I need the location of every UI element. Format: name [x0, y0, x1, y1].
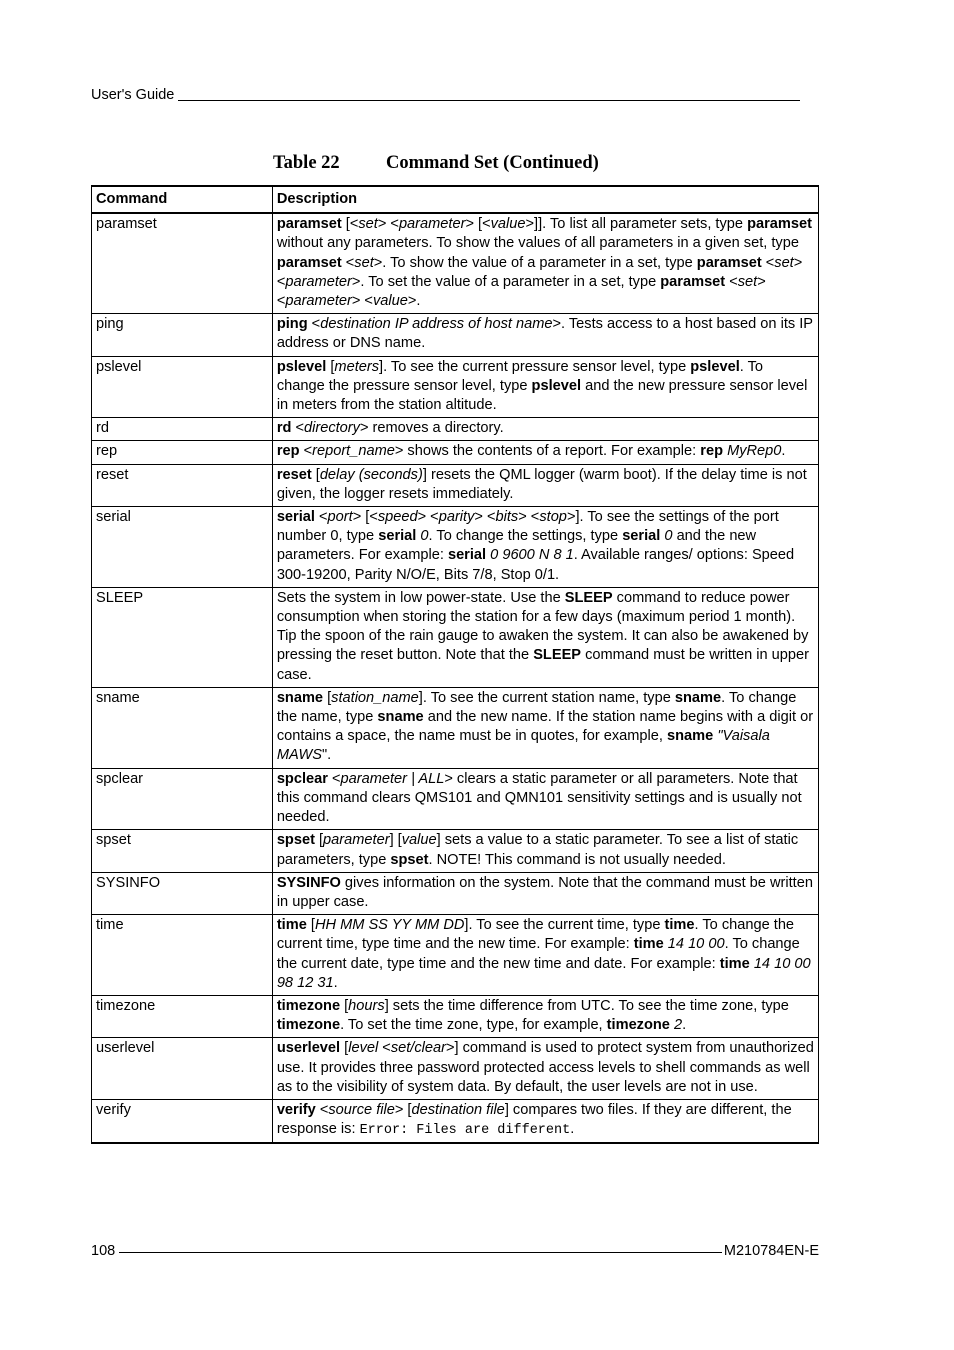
argument-text: 14 10 00 98 12 31 — [276, 955, 811, 991]
description-text: [ — [323, 689, 332, 706]
argument-text: port — [327, 509, 353, 526]
argument-text: set — [358, 216, 378, 233]
description-text: < — [315, 1101, 329, 1118]
code-text: Error: Files are different — [359, 1123, 571, 1139]
argument-text: report_name — [312, 443, 395, 460]
argument-text: parameter — [285, 293, 352, 310]
command-cell: timezone — [92, 995, 273, 1037]
description-text: and the new name. If the station name begins with a digit or contains a space, the name must be in quotes, for example, — [276, 709, 814, 745]
document-code: M210784EN-E — [723, 1243, 819, 1259]
description-text: ]. To see the current pressure sensor level, type — [379, 358, 691, 375]
argument-text: hours — [348, 997, 385, 1014]
command-cell: serial — [92, 507, 273, 588]
description-cell — [272, 830, 818, 872]
description-text: . NOTE! This command is not usually needed. — [428, 851, 726, 868]
description-text: . To set the time zone, type, for example, — [340, 1017, 607, 1034]
description-text: without any parameters. To show the values of all parameters in a given set, type — [276, 235, 799, 252]
description-text: > < — [276, 254, 803, 290]
description-text: ] sets a value to a static parameter. To see a list of static parameters, type — [276, 832, 799, 868]
table-row — [92, 830, 819, 872]
command-cell: rep — [92, 441, 273, 464]
command-cell: spset — [92, 830, 273, 872]
page-header — [91, 87, 800, 103]
description-text: < — [725, 273, 738, 290]
command-keyword: serial — [276, 509, 315, 526]
command-keyword: paramset — [276, 254, 342, 271]
page-number: 108 — [91, 1243, 116, 1259]
argument-text: destination file — [411, 1101, 505, 1118]
argument-text: 14 10 00 — [667, 936, 725, 953]
description-text: > < — [351, 293, 373, 310]
description-text: < — [299, 443, 313, 460]
command-keyword: timezone — [276, 1017, 341, 1034]
description-cell — [272, 872, 818, 914]
description-text: > removes a directory. — [359, 420, 504, 437]
description-cell — [272, 464, 818, 506]
description-cell — [272, 314, 818, 356]
command-keyword: rd — [276, 420, 292, 437]
command-cell: verify — [92, 1099, 273, 1143]
command-keyword: sname — [667, 728, 714, 745]
command-cell: rd — [92, 418, 273, 441]
description-text: > < — [417, 509, 439, 526]
description-text: [ — [326, 358, 335, 375]
argument-text: 0 — [664, 528, 673, 545]
argument-text: 2 — [673, 1017, 683, 1034]
table-row — [92, 1099, 819, 1143]
description-text: < — [378, 1040, 391, 1057]
description-text: >]]. To list all parameter sets, type — [525, 216, 748, 233]
description-text: < — [314, 509, 328, 526]
description-text: < — [307, 316, 321, 333]
argument-text: level — [348, 1040, 379, 1057]
argument-text: bits — [495, 509, 519, 526]
description-text: ]. To see the current time, type — [464, 917, 665, 934]
command-keyword: pslevel — [531, 377, 582, 394]
description-text: ] sets the time difference from UTC. To see the time zone, type — [384, 997, 789, 1014]
command-keyword: time — [664, 917, 695, 934]
description-text: . To change the pressure sensor level, type — [276, 358, 764, 394]
command-keyword: time — [276, 917, 307, 934]
description-text: < — [291, 420, 304, 437]
table-row — [92, 356, 819, 418]
command-keyword: userlevel — [276, 1040, 341, 1057]
argument-text: 0 9600 N 8 1 — [490, 547, 574, 564]
table-row — [92, 1038, 819, 1100]
command-keyword: rep — [276, 443, 300, 460]
command-keyword: reset — [276, 466, 312, 483]
description-text: ] compares two files. If they are different, the response is: — [276, 1101, 792, 1138]
command-keyword: pslevel — [276, 358, 327, 375]
table-caption-title: Command Set (Continued) — [386, 153, 599, 173]
argument-text: MyRep0 — [727, 443, 782, 460]
description-text: > < — [377, 216, 399, 233]
command-keyword: paramset — [660, 273, 726, 290]
footer-rule — [119, 1252, 722, 1253]
description-text: >. To show the value of a parameter in a set, type — [373, 254, 697, 271]
command-keyword: spset — [390, 851, 429, 868]
description-text: > < — [474, 509, 496, 526]
command-cell: pslevel — [92, 356, 273, 418]
argument-text: set — [737, 273, 758, 290]
description-text: < — [761, 254, 775, 271]
description-text: [< — [341, 216, 359, 233]
description-text: [ — [314, 832, 324, 849]
header-title: User's Guide — [91, 87, 175, 103]
argument-text: speed — [377, 509, 418, 526]
argument-text: delay (seconds) — [319, 466, 423, 483]
description-text: . — [333, 974, 338, 991]
description-text: . To change the settings, type — [428, 528, 623, 545]
table-row — [92, 213, 819, 314]
column-header-command: Command — [92, 186, 273, 213]
argument-text: directory — [303, 420, 360, 437]
table-row — [92, 587, 819, 687]
argument-text: set — [774, 254, 794, 271]
command-keyword: SLEEP — [533, 647, 582, 664]
description-text: gives information on the system. Note that the command must be written in upper case. — [276, 874, 813, 910]
command-cell: userlevel — [92, 1038, 273, 1100]
command-keyword: pslevel — [690, 358, 740, 375]
description-cell — [272, 1038, 818, 1100]
table-row — [92, 507, 819, 588]
description-text: > clears a static parameter or all parameters. Note that this command clears QMS101 and QMN101 sensitivity settings and is usually not needed. — [276, 770, 802, 826]
description-cell — [272, 1099, 818, 1143]
command-keyword: time — [719, 955, 750, 972]
description-text: and the new parameters. For example: — [276, 528, 757, 564]
description-cell — [272, 213, 818, 314]
argument-text: parameter — [398, 216, 466, 233]
command-keyword: time — [633, 936, 664, 953]
command-cell: time — [92, 915, 273, 996]
description-text: . — [570, 1121, 575, 1138]
argument-text: meters — [334, 358, 380, 375]
table-row — [92, 687, 819, 768]
command-cell: SYSINFO — [92, 872, 273, 914]
table-row — [92, 418, 819, 441]
command-cell: SLEEP — [92, 587, 273, 687]
table-body — [92, 213, 819, 1143]
description-text: >]. To see the settings of the port number 0, type — [276, 509, 779, 545]
description-cell — [272, 768, 818, 830]
description-text: and the new pressure sensor level in meters from the station altitude. — [276, 377, 808, 414]
command-keyword: rep — [700, 443, 723, 460]
description-text: command to reduce power consumption when storing the station for a few days (maximum period 1 month). Tip the spoon of the rain gauge to awaken the system. It can also be awakened by pressing the reset button. Note that the — [276, 589, 809, 664]
description-text: . To change the current time, type time and the new time. For example: — [276, 917, 795, 953]
table-row — [92, 441, 819, 464]
argument-text: value — [490, 216, 526, 233]
description-text: > shows the contents of a report. For example: — [394, 443, 701, 460]
argument-text: HH MM SS YY MM DD — [314, 917, 465, 934]
description-cell — [272, 587, 818, 687]
command-keyword: sname — [377, 709, 424, 726]
command-keyword: ping — [276, 316, 308, 333]
description-cell — [272, 915, 818, 996]
argument-text: parameter — [323, 832, 390, 849]
argument-text: value — [401, 832, 437, 849]
argument-text: source file — [328, 1101, 395, 1118]
description-text: >. — [407, 293, 421, 310]
description-text: > [< — [352, 509, 378, 526]
description-text: >. Tests access to a host based on its IP address or DNS name. — [276, 316, 813, 352]
header-rule — [178, 100, 800, 101]
command-keyword: timezone — [606, 1017, 670, 1034]
command-cell: ping — [92, 314, 273, 356]
description-text: [ — [311, 466, 320, 483]
description-text: ] resets the QML logger (warm boot). If the delay time is not given, the logger resets immediately. — [276, 466, 807, 502]
description-text: Sets the system in low power-state. Use the — [276, 589, 565, 606]
description-text: . — [682, 1017, 687, 1034]
description-text: . To change the name, type — [276, 689, 797, 726]
description-text: [ — [340, 1040, 349, 1057]
description-text: . Available ranges/ options: Speed 300-19200, Parity N/O/E, Bits 7/8, Stop 0/1. — [276, 547, 795, 583]
description-text: command must be written in upper case. — [276, 647, 809, 683]
description-text: . To change the current date, type time and the new time and date. For example: — [276, 936, 800, 972]
description-text: ". — [321, 747, 332, 764]
table-header-row — [92, 186, 819, 213]
command-cell: spclear — [92, 768, 273, 830]
table-row — [92, 768, 819, 830]
argument-text: parameter | ALL — [340, 770, 445, 787]
command-cell: reset — [92, 464, 273, 506]
description-cell — [272, 356, 818, 418]
description-text: > < — [518, 509, 540, 526]
command-keyword: spclear — [276, 770, 328, 787]
description-text: > [< — [465, 216, 491, 233]
command-cell: sname — [92, 687, 273, 768]
description-cell — [272, 687, 818, 768]
command-table — [91, 185, 819, 1144]
description-text: > < — [276, 273, 766, 310]
command-keyword: serial — [622, 528, 661, 545]
argument-text: parameter — [285, 273, 352, 290]
description-text: < — [327, 770, 341, 787]
argument-text: set — [354, 254, 374, 271]
argument-text: set/clear — [390, 1040, 446, 1057]
command-keyword: SLEEP — [564, 589, 613, 606]
column-header-description: Description — [272, 186, 818, 213]
command-keyword: paramset — [747, 216, 812, 233]
argument-text: stop — [539, 509, 567, 526]
command-keyword: paramset — [276, 216, 342, 233]
table-row — [92, 314, 819, 356]
command-keyword: SYSINFO — [276, 874, 341, 891]
page-footer — [91, 1243, 819, 1259]
argument-text: value — [372, 293, 408, 310]
description-text: >. To set the value of a parameter in a set, type — [351, 273, 661, 290]
description-cell — [272, 418, 818, 441]
argument-text: "Vaisala MAWS — [276, 728, 770, 764]
table-row — [92, 995, 819, 1037]
description-cell — [272, 995, 818, 1037]
command-keyword: sname — [674, 689, 722, 706]
argument-text: station_name — [331, 689, 419, 706]
argument-text: destination IP address of host name — [320, 316, 553, 333]
command-keyword: timezone — [276, 997, 341, 1014]
argument-text: parity — [438, 509, 475, 526]
table-number: Table 22 — [273, 153, 340, 173]
command-keyword: verify — [276, 1101, 316, 1118]
command-keyword: spset — [276, 832, 315, 849]
command-keyword: serial — [378, 528, 417, 545]
command-keyword: serial — [447, 547, 487, 564]
description-text: [ — [306, 917, 315, 934]
command-keyword: sname — [276, 689, 324, 706]
description-cell — [272, 441, 818, 464]
description-text: ]. To see the current station name, type — [418, 689, 675, 706]
description-text: >] command is used to protect system from unauthorized use. It provides three password protected access levels to shell commands as well as to the visibility of system data. By default, the user levels are not in use. — [276, 1040, 814, 1095]
table-row — [92, 464, 819, 506]
description-cell — [272, 507, 818, 588]
description-text: ] [ — [389, 832, 402, 849]
command-cell: paramset — [92, 213, 273, 314]
command-keyword: paramset — [696, 254, 762, 271]
description-text: > [ — [394, 1101, 412, 1118]
description-text: . — [781, 443, 786, 460]
table-row — [92, 872, 819, 914]
table-row — [92, 915, 819, 996]
argument-text: 0 — [420, 528, 429, 545]
description-text: < — [341, 254, 355, 271]
description-text: [ — [340, 997, 349, 1014]
